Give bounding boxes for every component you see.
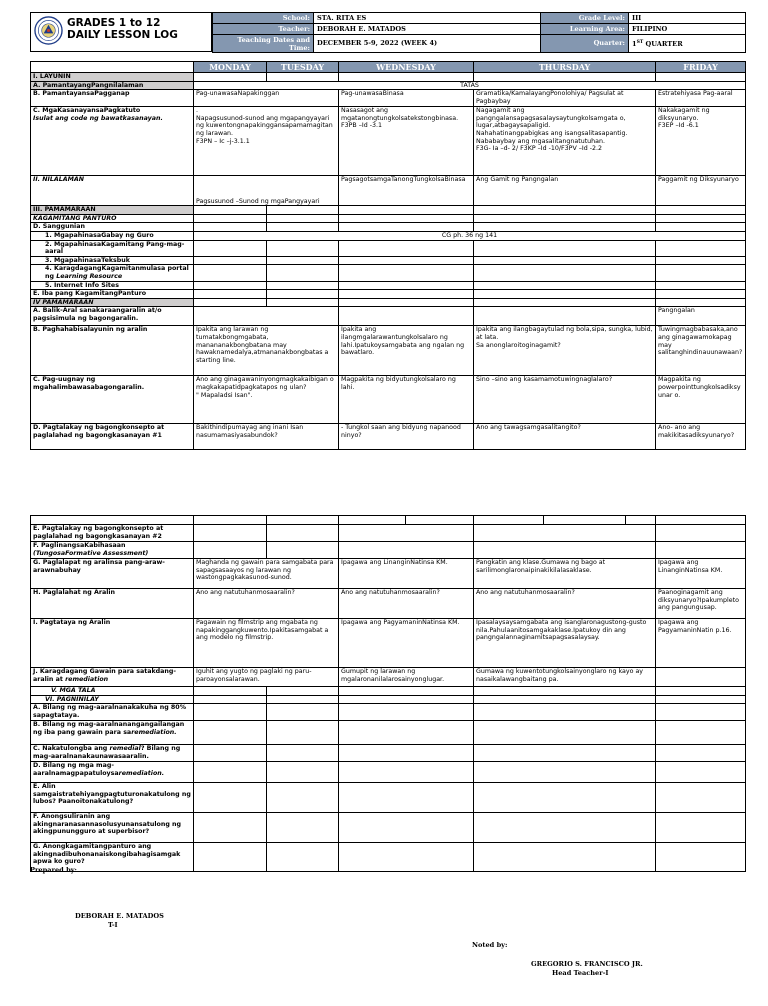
row-magpapatuloy (31, 762, 746, 783)
row-takdang-aralin (31, 668, 746, 687)
page-title (67, 17, 178, 41)
header-info-table (212, 12, 746, 53)
row-label-text: J. Karagdagang Gawain para satakdang-aralin at (33, 668, 177, 683)
noter-title: Head Teacher-I (552, 969, 609, 977)
dates-label (213, 35, 314, 53)
cell-fri: Paanoginagamit ang diksyunaryo?Ipakumpleto ang pangungusap. (656, 589, 746, 619)
cell-fri: Estratehiyasa Pag-aaral (656, 90, 746, 107)
row-label (31, 668, 194, 687)
row-label: V. MGA TALA (31, 687, 194, 696)
cell-thu: Ipakita ang ilangbagaytulad ng bola,sipa, sungka, lubid, at lata. Sa anonglaroitoginagamit? (474, 326, 656, 376)
dates-label-line1: Teaching Dates and (237, 36, 310, 44)
row-label: IV PAMAMARAAN (31, 298, 194, 307)
cell-mon: Iguhit ang yugto ng paglaki ng paru-paroayonsalarawan. (194, 668, 339, 687)
teacher-label: Teacher: (213, 24, 314, 35)
day-wednesday: WEDNESDAY (339, 62, 474, 73)
dates-value: DECEMBER 5-9, 2022 (WEEK 4) (314, 35, 541, 53)
quarter-value (629, 35, 746, 53)
cell-mon: Pagawain ng filmstrip ang mgabata ng napakinggangkuwento.Ipakitasamgabat a ang modelo ng filmstrip. (194, 619, 339, 668)
row-label: G. Anongkagamitangpanturo ang akingnadibuhonanaiskongibahagisamgak apwa ko guro? (31, 843, 194, 872)
cell-wed: Ipagawa ang LinanginNatinsa KM. (339, 559, 474, 589)
row-label: I. Pagtataya ng Aralin (31, 619, 194, 668)
cell-wed: PagsagotsamgaTanongTungkolsaBinasa (339, 176, 474, 206)
row-label: A. Balik-Aral sanakaraangaralin at/o pagsisimula ng bagongaralin. (31, 307, 194, 326)
day-header-row (31, 62, 746, 73)
day-tuesday: TUESDAY (267, 62, 339, 73)
row-label: A. Bilang ng mag-aaralnanakakuha ng 80% sapagtataya. (31, 704, 194, 721)
row-kagamitang-mag-aaral (31, 240, 746, 256)
row-label (31, 107, 194, 176)
cell-fri: Magpakita ng powerpointtungkolsadiksyunar o. (656, 376, 746, 424)
row-gabay-guro (31, 231, 746, 240)
row-label (31, 745, 194, 762)
row-label: H. Paglalahat ng Aralin (31, 589, 194, 619)
quarter-word: QUARTER (643, 40, 683, 49)
cell-mon: Ano ang natutuhanmosaaralin? (194, 589, 339, 619)
row-label: VI. PAGNINILAY (31, 695, 194, 704)
row-pagtalakay-1 (31, 424, 746, 450)
row-label: A. PamantayangPangnilalaman (31, 81, 194, 90)
row-internet (31, 281, 746, 290)
cell-mon: Ipakita ang larawan ng tumatakbongmgabata, manananakbongbatana may hawaknamedalya,atmananakbongbatas a starting line. (194, 326, 339, 376)
row-iba-pang-kagamitan (31, 290, 746, 299)
row-span-value: TATAS (194, 81, 746, 90)
header-title-box (30, 12, 212, 52)
row-label: 5. Internet Info Sites (31, 281, 194, 290)
cell-thu: Nagagamit ang pangngalansapagsasalaysaytungkolsamgata o, lugar,atbagaysapaligid. Nahahatinangpabigkas ang isangsalitasapantig. Nababaybay ang mgasalitangnatutuhan. F3G- Ia –d- 2/ F3KP –Id -10/F3PV –Id -2.2 (474, 107, 656, 176)
row-label: G. Paglalapat ng aralinsa pang-araw-arawnabuhay (31, 559, 194, 589)
row-paghahabi (31, 326, 746, 376)
row-label: III. PAMAMARAAN (31, 206, 194, 215)
row-mga-tala (31, 687, 746, 696)
row-label-italic: remediation. (118, 769, 165, 777)
cell-wed: Magpakita ng bidyutungkolsalaro ng lahi. (339, 376, 474, 424)
row-label: I. LAYUNIN (31, 73, 194, 82)
cell-fri: Pangngalan (656, 307, 746, 326)
row-remediation (31, 721, 746, 745)
cell-thu: Sino –sino ang kasamamotuwingnaglalaro? (474, 376, 656, 424)
row-sanggunian (31, 223, 746, 232)
row-label-text: D. Bilang ng mga mag-aaralnamagpapatuloysa (33, 762, 119, 777)
cell-thu: Ipasalaysaysamgabata ang isanglaronagustong-gusto nila.Pahulaanitosamgakaklase.Ipatukoy din ang pangngalannaginamitsapagsasalaysay. (474, 619, 656, 668)
row-pamamaraan (31, 206, 746, 215)
cell-wed: Ipagawa ang PagyamaninNatinsa KM. (339, 619, 474, 668)
area-value: FILIPINO (629, 24, 746, 35)
row-label-line1: C. MgaKasanayansaPagkatuto (33, 107, 141, 115)
lesson-log-table-1 (30, 61, 746, 450)
row-pagninilay (31, 695, 746, 704)
row-label-text-2: ? Bilang ng mag-aaralnanakaunawasaaralin. (33, 745, 181, 760)
row-label: B. PamantayansaPagganap (31, 90, 194, 107)
row-label (31, 265, 194, 281)
cell-fri: Paggamit ng Diksyunaryo (656, 176, 746, 206)
lesson-log-table-2 (30, 515, 746, 872)
cell-wed: Ipakita ang ilangmgalarawantungkolsalaro ng lahi.Ipatukoysamgabata ang ngalan ng bawatlaro. (339, 326, 474, 376)
row-label: C. Pag-uugnay ng mgahalimbawasabagongaralin. (31, 376, 194, 424)
cell-thu: Gramatika/KamalayangPonolohiya/ Pagsulat at Pagbaybay (474, 90, 656, 107)
row-label: F. Anongsuliranin ang akingnaranasannasolusyunansatulong ng akingpunungguro at superbisor? (31, 813, 194, 843)
grade-value: III (629, 13, 746, 24)
dates-label-line2: Time: (288, 44, 310, 52)
noter-name: GREGORIO S. FRANCISCO JR. (531, 960, 643, 968)
row-label: 3. MgapahinasaTeksbuk (31, 256, 194, 265)
noted-by-label: Noted by: (472, 941, 508, 949)
cell-fri: Tuwingmagbabasaka,ano ang ginagawamokapag may salitanghindinauunawaan? (656, 326, 746, 376)
day-friday: FRIDAY (656, 62, 746, 73)
row-label-text: C. Nakatulongba ang (33, 745, 110, 753)
row-label-italic: remediation. (131, 728, 177, 736)
row-pamamaraan-iv (31, 298, 746, 307)
cell-wed: Ano ang natutuhanmosaaralin? (339, 589, 474, 619)
teacher-value: DEBORAH E. MATADOS (314, 24, 541, 35)
title-line-1: GRADES 1 to 12 (67, 17, 161, 29)
row-learning-resource (31, 265, 746, 281)
cell-thu: Ano ang natutuhanmosaaralin? (474, 589, 656, 619)
cell-mon: . Napagsusunod-sunod ang mgapangyayari ng kuwentongnapakinggansapamamagitan ng larawan. F3PN – Ic –j-3.1.1 (194, 107, 339, 176)
grade-label: Grade Level: (541, 13, 629, 24)
cell-thu: Gumawa ng kuwentotungkolsainyonglaro ng kayo ay nasaikalawangbaitang pa. (474, 668, 656, 687)
row-label-line2: Isulat ang code ng bawatkasanayan. (33, 114, 163, 122)
prepared-by-label: Prepared by: (30, 866, 77, 874)
row-span-value: CG ph. 36 ng 141 (194, 231, 746, 240)
row-bilang-80 (31, 704, 746, 721)
day-header-blank (31, 62, 194, 73)
cell-fri: Nakakagamit ng diksyunaryo. F3EP –Id -6.1 (656, 107, 746, 176)
row-label: 1. MgapahinasaGabay ng Guro (31, 231, 194, 240)
row-label-italic: remediation (65, 675, 109, 683)
cell-fri: Ipagawa ang LinanginNatinsa KM. (656, 559, 746, 589)
school-label: School: (213, 13, 314, 24)
cell-thu: Ang Gamit ng Pangngalan (474, 176, 656, 206)
cell-mon: Ano ang ginagawaninyongmagkakaibigan o magkakapatidpagkatapos ng ulan? " Mapaladsi Isan". (194, 376, 339, 424)
cell-fri: Ipagawa ang PagyamaninNatin p.16. (656, 619, 746, 668)
row-pamantayan-pagganap (31, 90, 746, 107)
row-teksbuk (31, 256, 746, 265)
cell-fri: Ano- ano ang makikitasadiksyunaryo? (656, 424, 746, 450)
row-label (31, 721, 194, 745)
row-label: E. Alin samgaistratehiyangpagtuturonakatulong ng lubos? Paanoitonakatulong? (31, 783, 194, 813)
cell-thu: Ano ang tawagsamgasalitangito? (474, 424, 656, 450)
deped-seal-icon (34, 16, 63, 45)
row-suliranin (31, 813, 746, 843)
school-value: STA. RITA ES (314, 13, 541, 24)
title-line-2: DAILY LESSON LOG (67, 29, 178, 41)
cell-wed: Gumupit ng larawan ng mgalaronanilalarosainyonglugar. (339, 668, 474, 687)
day-monday: MONDAY (194, 62, 267, 73)
row-label: II. NILALAMAN (31, 176, 194, 206)
row-label-line1: F. PaglinangsaKabihasaan (33, 542, 126, 549)
row-label-text: 4. KaragdagangKagamitanmulasa portal ng (45, 265, 189, 280)
preparer-name: DEBORAH E. MATADOS (75, 912, 164, 920)
cell-wed: Pag-unawasaBinasa (339, 90, 474, 107)
cell-mon: Bakithindipumayag ang inani Isan nasumamasiyasabundok? (194, 424, 339, 450)
row-label-italic: Learning Resource (56, 272, 123, 280)
row-layunin (31, 73, 746, 82)
row-label: D. Pagtalakay ng bagongkonsepto at paglalahad ng bagongkasanayan #1 (31, 424, 194, 450)
row-label: E. Pagtalakay ng bagongkonsepto at paglalahad ng bagongkasanayan #2 (31, 525, 194, 542)
quarter-superscript: ST (636, 39, 644, 45)
cell-mon: Pag-unawasaNapakinggan (194, 90, 339, 107)
row-nilalaman (31, 176, 746, 206)
row-kagamitang-panturo (31, 214, 746, 223)
row-istratehiya (31, 783, 746, 813)
row-label: KAGAMITANG PANTURO (31, 214, 194, 223)
quarter-number: 1 (632, 40, 637, 49)
day-thursday: THURSDAY (474, 62, 656, 73)
area-label: Learning Area: (541, 24, 629, 35)
row-balik-aral (31, 307, 746, 326)
row-label (31, 542, 194, 559)
row-pamantayang-nilalaman (31, 81, 746, 90)
row-label: 2. MgapahinasaKagamitang Pang-mag-aaral (31, 240, 194, 256)
row-paglalahat (31, 589, 746, 619)
row-pagtataya (31, 619, 746, 668)
row-label: D. Sanggunian (31, 223, 194, 232)
preparer-title: T-I (108, 921, 118, 929)
row-pag-uugnay (31, 376, 746, 424)
cell-mon: Maghanda ng gawain para samgabata para sapagsasaayos ng larawan ng wastongpagkakasunod-sunod. (194, 559, 339, 589)
row-label: E. Iba pang KagamitangPanturo (31, 290, 194, 299)
row-kasanayan (31, 107, 746, 176)
cell-mon: Pagsusunod –Sunod ng mgaPangyayari (194, 176, 339, 206)
quarter-label: Quarter: (541, 35, 629, 53)
cell-wed: Nasasagot ang mgatanongtungkolsatekstongbinasa. F3PB –Id -3.1 (339, 107, 474, 176)
row-pagtalakay-2 (31, 525, 746, 542)
row-label: B. Paghahabisalayunin ng aralin (31, 326, 194, 376)
cell-thu: Pangkatin ang klase.Gumawa ng bago at sarilimonglaronaipinakikilalasaklase. (474, 559, 656, 589)
row-top-blank (31, 516, 746, 525)
row-label-text: B. Bilang ng mag-aaralnanangangailangan ng iba pang gawain para sa (33, 721, 185, 736)
row-paglalapat (31, 559, 746, 589)
row-kagamitang-nadibuho (31, 843, 746, 872)
row-remedial (31, 745, 746, 762)
row-label (31, 762, 194, 783)
row-label-italic: remedial (109, 745, 141, 753)
cell-wed: - Tungkol saan ang bidyung napanood ninyo? (339, 424, 474, 450)
row-kabihasaan (31, 542, 746, 559)
row-label-line2: (TungosaFormative Assessment) (33, 549, 149, 557)
